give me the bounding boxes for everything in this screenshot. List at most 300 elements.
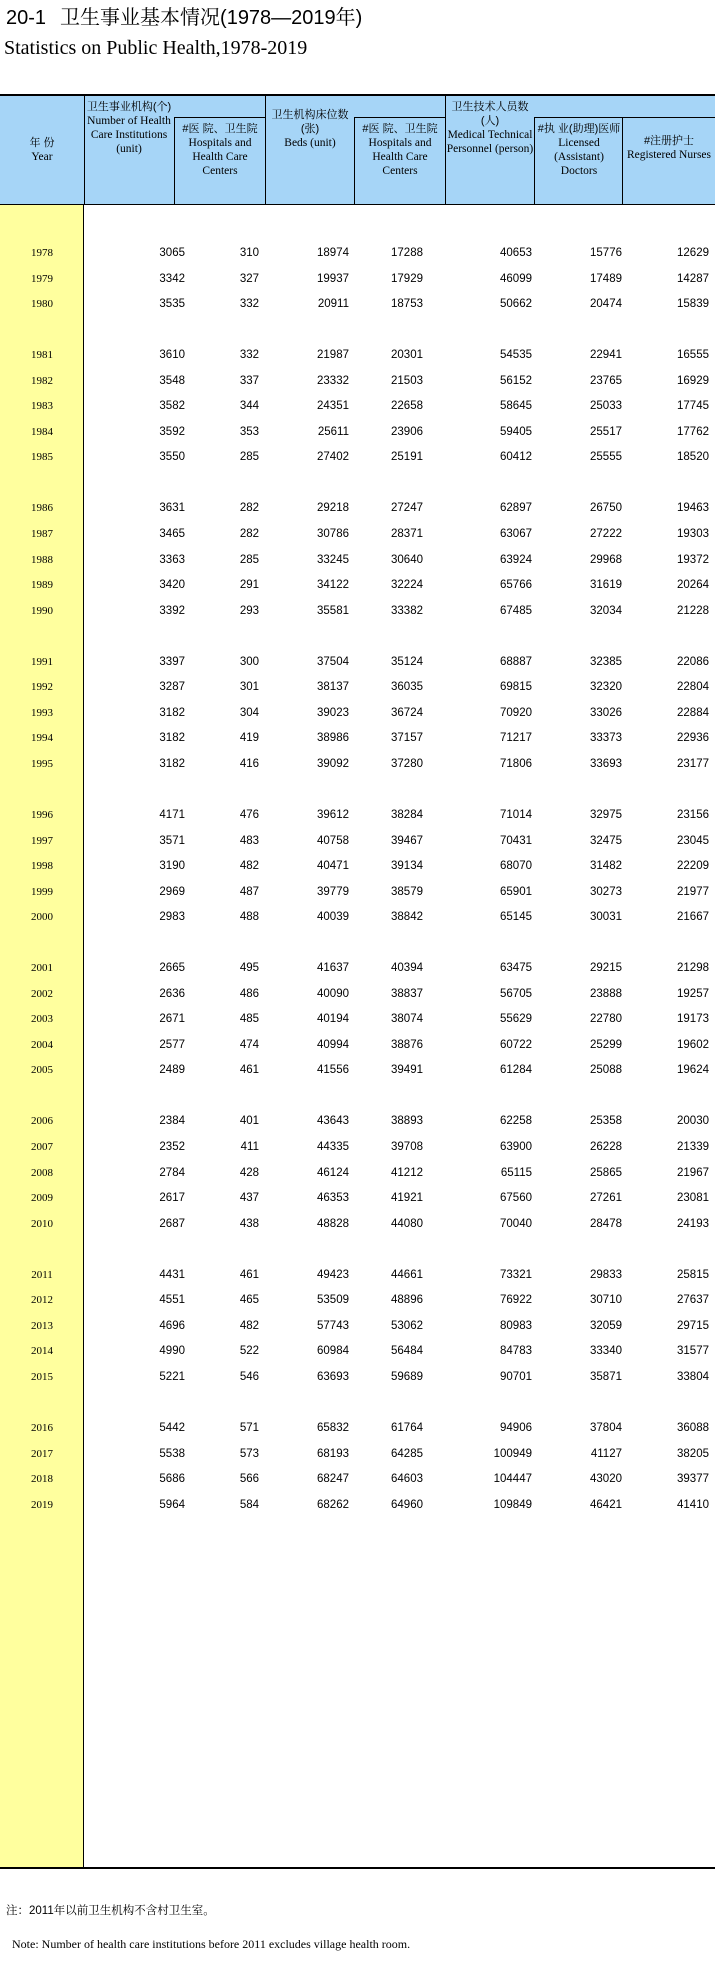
table-row [0, 550, 715, 570]
cell-hospitals: 353 [239, 425, 259, 438]
cell-personnel: 71014 [500, 808, 532, 821]
row-year: 1978 [31, 247, 53, 259]
header-divider [354, 117, 445, 118]
cell-nurses: 36088 [677, 1421, 709, 1434]
cell-personnel: 46099 [500, 272, 532, 285]
row-year: 2009 [31, 1192, 53, 1205]
cell-hospital-beds: 21503 [391, 374, 423, 387]
cell-beds: 41556 [317, 1064, 349, 1077]
cell-hospitals: 438 [239, 1217, 259, 1230]
cell-beds: 24351 [317, 400, 349, 413]
table-row [0, 703, 715, 723]
cell-doctors: 32320 [590, 681, 622, 694]
table-row [0, 1444, 715, 1464]
cell-hospitals: 546 [239, 1370, 259, 1383]
cell-institutions: 3571 [159, 834, 185, 847]
cell-hospitals: 486 [239, 987, 259, 1000]
cell-institutions: 4696 [159, 1319, 185, 1332]
header-divider [534, 117, 715, 118]
cell-hospitals: 474 [239, 1038, 259, 1051]
cell-institutions: 2384 [159, 1115, 185, 1128]
row-year: 1995 [31, 757, 53, 770]
row-year: 2015 [31, 1370, 53, 1383]
cell-nurses: 20030 [677, 1115, 709, 1128]
cell-hospital-beds: 64960 [391, 1498, 423, 1511]
cell-institutions: 3392 [159, 604, 185, 617]
bottom-rule [0, 1867, 715, 1869]
cell-doctors: 22941 [590, 349, 622, 362]
cell-beds: 39023 [317, 706, 349, 719]
cell-personnel: 84783 [500, 1345, 532, 1358]
cell-doctors: 25865 [590, 1166, 622, 1179]
cell-beds: 37504 [317, 655, 349, 668]
row-year: 1985 [31, 451, 53, 464]
cell-beds: 57743 [317, 1319, 349, 1332]
cell-personnel: 69815 [500, 681, 532, 694]
cell-beds: 68247 [317, 1473, 349, 1485]
cell-hospital-beds: 30640 [391, 553, 423, 566]
cell-hospitals: 301 [239, 681, 259, 694]
cell-hospital-beds: 64603 [391, 1473, 423, 1485]
cell-doctors: 27261 [590, 1192, 622, 1205]
cell-hospitals: 482 [239, 860, 259, 872]
cell-beds: 33245 [317, 553, 349, 566]
cell-doctors: 30273 [590, 885, 622, 898]
cell-hospital-beds: 61764 [391, 1421, 423, 1434]
cell-nurses: 22804 [677, 681, 709, 694]
cell-hospitals: 332 [239, 298, 259, 311]
row-year: 2004 [31, 1038, 53, 1051]
table-row [0, 1469, 715, 1489]
cell-beds: 40758 [317, 834, 349, 847]
cell-institutions: 3182 [159, 732, 185, 745]
cell-beds: 40471 [317, 860, 349, 872]
cell-hospitals: 465 [239, 1294, 259, 1307]
row-year: 2018 [31, 1473, 53, 1485]
cell-hospitals: 428 [239, 1166, 259, 1179]
cell-nurses: 16555 [677, 349, 709, 362]
cell-doctors: 32034 [590, 604, 622, 617]
cell-personnel: 67560 [500, 1192, 532, 1205]
cell-hospital-beds: 35124 [391, 655, 423, 668]
cell-personnel: 109849 [493, 1498, 532, 1511]
table-row [0, 856, 715, 876]
cell-hospitals: 522 [239, 1345, 259, 1358]
cell-institutions: 5964 [159, 1498, 185, 1511]
cell-hospitals: 416 [239, 757, 259, 770]
cell-beds: 39779 [317, 885, 349, 898]
cell-hospitals: 344 [239, 400, 259, 413]
cell-hospital-beds: 37280 [391, 757, 423, 770]
cell-doctors: 32975 [590, 808, 622, 821]
header-personnel: 卫生技术人员数(人) Medical Technical Personnel (person) [446, 101, 534, 155]
cell-hospitals: 482 [239, 1319, 259, 1332]
row-year: 2005 [31, 1064, 53, 1077]
cell-institutions: 3420 [159, 579, 185, 591]
cell-hospitals: 285 [239, 451, 259, 464]
cell-beds: 40994 [317, 1038, 349, 1051]
cell-institutions: 4171 [159, 808, 185, 821]
cell-institutions: 3582 [159, 400, 185, 413]
table-row [0, 677, 715, 697]
cell-hospital-beds: 56484 [391, 1345, 423, 1358]
cell-beds: 68193 [317, 1447, 349, 1460]
table-row [0, 907, 715, 927]
cell-beds: 63693 [317, 1370, 349, 1383]
cell-doctors: 27222 [590, 528, 622, 540]
row-year: 2010 [31, 1217, 53, 1230]
cell-doctors: 25555 [590, 451, 622, 464]
row-year: 2011 [31, 1268, 53, 1281]
cell-nurses: 17745 [677, 400, 709, 413]
cell-doctors: 32059 [590, 1319, 622, 1332]
cell-beds: 40090 [317, 987, 349, 1000]
cell-beds: 21987 [317, 349, 349, 362]
cell-nurses: 17762 [677, 425, 709, 438]
cell-hospitals: 487 [239, 885, 259, 898]
cell-personnel: 54535 [500, 349, 532, 362]
cell-doctors: 33693 [590, 757, 622, 770]
cell-institutions: 3190 [159, 860, 185, 872]
cell-nurses: 21298 [677, 962, 709, 975]
cell-doctors: 43020 [590, 1473, 622, 1485]
cell-nurses: 23177 [677, 757, 709, 770]
cell-beds: 29218 [317, 502, 349, 515]
cell-nurses: 16929 [677, 374, 709, 387]
cell-doctors: 31482 [590, 860, 622, 872]
cell-nurses: 27637 [677, 1294, 709, 1307]
cell-beds: 46353 [317, 1192, 349, 1205]
cell-hospitals: 584 [239, 1498, 259, 1511]
cell-institutions: 3065 [159, 247, 185, 259]
cell-personnel: 71806 [500, 757, 532, 770]
cell-doctors: 33373 [590, 732, 622, 745]
cell-doctors: 20474 [590, 298, 622, 311]
cell-doctors: 25358 [590, 1115, 622, 1128]
header-beds: 卫生机构床位数(张) Beds (unit) [271, 109, 349, 149]
cell-institutions: 3397 [159, 655, 185, 668]
cell-hospitals: 495 [239, 962, 259, 975]
table-row [0, 1163, 715, 1183]
cell-hospitals: 282 [239, 528, 259, 540]
cell-nurses: 19463 [677, 502, 709, 515]
page-title [6, 6, 362, 30]
cell-hospital-beds: 41921 [391, 1192, 423, 1205]
cell-beds: 44335 [317, 1141, 349, 1153]
cell-doctors: 30710 [590, 1294, 622, 1307]
cell-hospital-beds: 38579 [391, 885, 423, 898]
cell-hospitals: 566 [239, 1473, 259, 1485]
row-year: 1996 [31, 808, 53, 821]
table-row [0, 958, 715, 978]
cell-hospital-beds: 64285 [391, 1447, 423, 1460]
cell-beds: 35581 [317, 604, 349, 617]
table-row [0, 1009, 715, 1029]
row-year: 2019 [31, 1498, 53, 1511]
cell-beds: 25611 [317, 425, 349, 438]
cell-doctors: 46421 [590, 1498, 622, 1511]
cell-nurses: 21228 [677, 604, 709, 617]
cell-institutions: 3548 [159, 374, 185, 387]
header-doctors: #执 业(助理)医师 Licensed (Assistant) Doctors [537, 123, 621, 177]
table-row [0, 447, 715, 467]
cell-hospital-beds: 38837 [391, 987, 423, 1000]
table-row [0, 601, 715, 621]
cell-nurses: 12629 [677, 247, 709, 259]
cell-personnel: 63067 [500, 528, 532, 540]
row-year: 2008 [31, 1166, 53, 1179]
header-institutions: 卫生事业机构(个) Number of Health Care Institutions (unit) [86, 101, 172, 155]
row-year: 2014 [31, 1345, 53, 1358]
cell-institutions: 2665 [159, 962, 185, 975]
cell-personnel: 63900 [500, 1141, 532, 1153]
cell-personnel: 70431 [500, 834, 532, 847]
row-year: 2006 [31, 1115, 53, 1128]
cell-hospital-beds: 18753 [391, 298, 423, 311]
row-year: 1983 [31, 400, 53, 413]
cell-institutions: 2577 [159, 1038, 185, 1051]
cell-hospital-beds: 38074 [391, 1013, 423, 1026]
cell-hospital-beds: 36035 [391, 681, 423, 694]
cell-doctors: 23765 [590, 374, 622, 387]
table-row [0, 1035, 715, 1055]
cell-personnel: 68070 [500, 860, 532, 872]
cell-nurses: 15839 [677, 298, 709, 311]
cell-doctors: 22780 [590, 1013, 622, 1026]
cell-doctors: 31619 [590, 579, 622, 591]
cell-doctors: 41127 [590, 1447, 622, 1460]
cell-nurses: 19624 [677, 1064, 709, 1077]
cell-personnel: 63924 [500, 553, 532, 566]
cell-hospital-beds: 53062 [391, 1319, 423, 1332]
table-row [0, 831, 715, 851]
cell-hospital-beds: 32224 [391, 579, 423, 591]
cell-hospital-beds: 44661 [391, 1268, 423, 1281]
table-row [0, 882, 715, 902]
cell-hospitals: 461 [239, 1268, 259, 1281]
cell-beds: 60984 [317, 1345, 349, 1358]
cell-beds: 39612 [317, 808, 349, 821]
cell-personnel: 68887 [500, 655, 532, 668]
cell-doctors: 29968 [590, 553, 622, 566]
cell-beds: 43643 [317, 1115, 349, 1128]
cell-hospital-beds: 38842 [391, 911, 423, 924]
cell-nurses: 18520 [677, 451, 709, 464]
cell-personnel: 62258 [500, 1115, 532, 1128]
row-year: 1997 [31, 834, 53, 847]
cell-nurses: 19303 [677, 528, 709, 540]
cell-hospital-beds: 17929 [391, 272, 423, 285]
cell-hospitals: 337 [239, 374, 259, 387]
cell-nurses: 21667 [677, 911, 709, 924]
cell-nurses: 21339 [677, 1141, 709, 1153]
cell-hospitals: 332 [239, 349, 259, 362]
note-cn: 注：2011年以前卫生机构不含村卫生室。 [6, 1905, 215, 1917]
cell-doctors: 32475 [590, 834, 622, 847]
cell-institutions: 5442 [159, 1421, 185, 1434]
cell-hospitals: 401 [239, 1115, 259, 1128]
cell-beds: 27402 [317, 451, 349, 464]
cell-institutions: 3535 [159, 298, 185, 311]
cell-doctors: 29833 [590, 1268, 622, 1281]
cell-institutions: 5538 [159, 1447, 185, 1460]
cell-institutions: 3610 [159, 349, 185, 362]
cell-personnel: 55629 [500, 1013, 532, 1026]
cell-hospitals: 488 [239, 911, 259, 924]
header-divider [174, 117, 265, 118]
table-row [0, 1341, 715, 1361]
cell-doctors: 33340 [590, 1345, 622, 1358]
cell-doctors: 35871 [590, 1370, 622, 1383]
cell-doctors: 15776 [590, 247, 622, 259]
cell-personnel: 59405 [500, 425, 532, 438]
cell-doctors: 25299 [590, 1038, 622, 1051]
cell-hospital-beds: 48896 [391, 1294, 423, 1307]
header-divider [622, 117, 623, 205]
cell-hospitals: 437 [239, 1192, 259, 1205]
table-row [0, 1418, 715, 1438]
cell-institutions: 2671 [159, 1013, 185, 1026]
cell-personnel: 65115 [500, 1166, 532, 1179]
cell-institutions: 3287 [159, 681, 185, 694]
cell-hospitals: 304 [239, 706, 259, 719]
cell-beds: 68262 [317, 1498, 349, 1511]
cell-institutions: 2969 [159, 885, 185, 898]
header-hospital-beds: #医 院、卫生院 Hospitals and Health Care Centers [362, 123, 438, 177]
cell-personnel: 71217 [500, 732, 532, 745]
title-cn: 卫生事业基本情况(1978—2019年) [60, 7, 363, 29]
cell-institutions: 3363 [159, 553, 185, 566]
cell-institutions: 3631 [159, 502, 185, 515]
row-year: 1981 [31, 349, 53, 362]
cell-hospital-beds: 44080 [391, 1217, 423, 1230]
cell-institutions: 3342 [159, 272, 185, 285]
cell-hospitals: 310 [239, 247, 259, 259]
cell-nurses: 22086 [677, 655, 709, 668]
cell-beds: 38986 [317, 732, 349, 745]
cell-institutions: 2617 [159, 1192, 185, 1205]
table-row [0, 1495, 715, 1515]
table-row [0, 1060, 715, 1080]
header-hospitals: #医 院、卫生院 Hospitals and Health Care Centers [182, 123, 258, 177]
cell-institutions: 3550 [159, 451, 185, 464]
cell-personnel: 65145 [500, 911, 532, 924]
header-divider [534, 117, 535, 205]
table-row [0, 371, 715, 391]
table-row [0, 575, 715, 595]
cell-hospitals: 327 [239, 272, 259, 285]
cell-hospitals: 282 [239, 502, 259, 515]
cell-personnel: 40653 [500, 247, 532, 259]
row-year: 1991 [31, 655, 53, 668]
cell-personnel: 58645 [500, 400, 532, 413]
cell-nurses: 19173 [677, 1013, 709, 1026]
cell-hospital-beds: 41212 [391, 1166, 423, 1179]
table-row [0, 243, 715, 263]
cell-hospital-beds: 37157 [391, 732, 423, 745]
row-year: 1982 [31, 374, 53, 387]
cell-institutions: 2489 [159, 1064, 185, 1077]
cell-nurses: 33804 [677, 1370, 709, 1383]
cell-hospital-beds: 38284 [391, 808, 423, 821]
row-year: 1989 [31, 579, 53, 591]
cell-personnel: 63475 [500, 962, 532, 975]
cell-personnel: 60722 [500, 1038, 532, 1051]
header-divider [174, 117, 175, 205]
note-en: Note: Number of health care institutions before 2011 excludes village health room. [12, 1937, 411, 1951]
row-year: 1980 [31, 298, 53, 311]
cell-doctors: 25517 [590, 425, 622, 438]
cell-personnel: 60412 [500, 451, 532, 464]
cell-doctors: 30031 [590, 911, 622, 924]
cell-institutions: 2636 [159, 987, 185, 1000]
header-divider [84, 96, 85, 205]
table-row [0, 1290, 715, 1310]
table-row [0, 1367, 715, 1387]
cell-hospitals: 485 [239, 1013, 259, 1026]
cell-institutions: 3182 [159, 757, 185, 770]
table-row [0, 1316, 715, 1336]
cell-hospital-beds: 17288 [391, 247, 423, 259]
cell-hospitals: 285 [239, 553, 259, 566]
cell-nurses: 23156 [677, 808, 709, 821]
row-year: 1994 [31, 732, 53, 745]
cell-beds: 20911 [317, 298, 349, 311]
cell-beds: 39092 [317, 757, 349, 770]
cell-hospital-beds: 38876 [391, 1038, 423, 1051]
cell-personnel: 100949 [493, 1447, 532, 1460]
cell-personnel: 73321 [500, 1268, 532, 1281]
cell-hospitals: 476 [239, 808, 259, 821]
cell-doctors: 32385 [590, 655, 622, 668]
cell-nurses: 24193 [677, 1217, 709, 1230]
cell-personnel: 62897 [500, 502, 532, 515]
cell-personnel: 67485 [500, 604, 532, 617]
header-divider [354, 117, 355, 205]
cell-beds: 30786 [317, 528, 349, 540]
cell-doctors: 37804 [590, 1421, 622, 1434]
cell-hospitals: 571 [239, 1421, 259, 1434]
cell-personnel: 61284 [500, 1064, 532, 1077]
cell-hospital-beds: 27247 [391, 502, 423, 515]
row-year: 1992 [31, 681, 53, 694]
cell-hospital-beds: 36724 [391, 706, 423, 719]
table-row [0, 1111, 715, 1131]
table-row [0, 1214, 715, 1234]
table-row [0, 422, 715, 442]
table-row [0, 396, 715, 416]
cell-doctors: 26228 [590, 1141, 622, 1153]
cell-personnel: 50662 [500, 298, 532, 311]
row-year: 2017 [31, 1447, 53, 1460]
cell-nurses: 19257 [677, 987, 709, 1000]
table-row [0, 728, 715, 748]
cell-beds: 48828 [317, 1217, 349, 1230]
cell-nurses: 29715 [677, 1319, 709, 1332]
table-number: 20-1 [6, 7, 47, 29]
row-year: 2012 [31, 1294, 53, 1307]
table-row [0, 1137, 715, 1157]
cell-nurses: 23045 [677, 834, 709, 847]
row-year: 1999 [31, 885, 53, 898]
cell-institutions: 3182 [159, 706, 185, 719]
row-year: 2013 [31, 1319, 53, 1332]
table-row [0, 269, 715, 289]
cell-institutions: 2687 [159, 1217, 185, 1230]
cell-hospitals: 483 [239, 834, 259, 847]
cell-hospital-beds: 39708 [391, 1141, 423, 1153]
row-year: 1988 [31, 553, 53, 566]
